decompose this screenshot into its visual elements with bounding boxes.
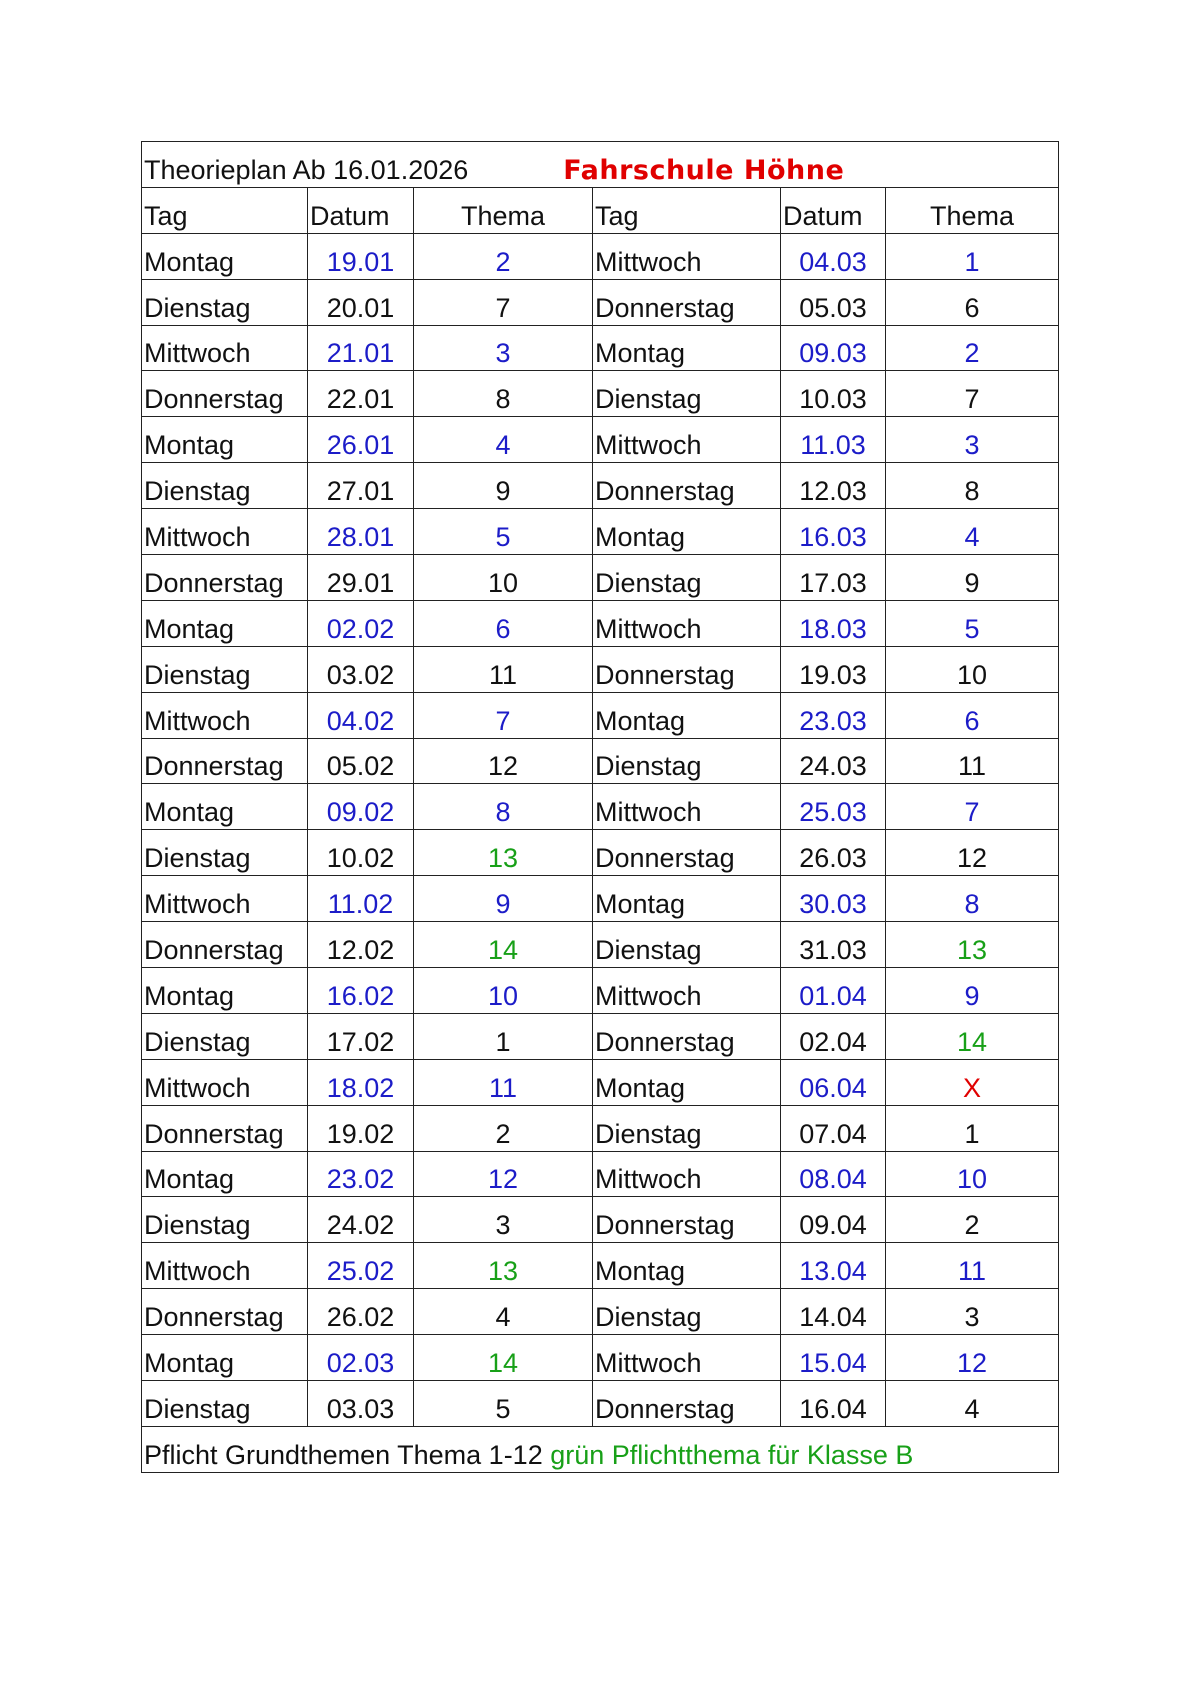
- header-tag-right: Tag: [593, 187, 781, 233]
- tag-cell-left: Montag: [142, 1151, 308, 1197]
- datum-cell-right: 24.03: [781, 738, 886, 784]
- tag-cell-right: Donnerstag: [593, 1381, 781, 1427]
- schedule-row: [142, 1289, 1059, 1335]
- thema-cell-right: 6: [886, 692, 1059, 738]
- tag-cell-left: Dienstag: [142, 646, 308, 692]
- thema-cell-right: 2: [886, 1197, 1059, 1243]
- title-cell: [142, 142, 1059, 188]
- datum-cell-left: 12.02: [308, 922, 414, 968]
- datum-cell-left: 05.02: [308, 738, 414, 784]
- datum-cell-right: 14.04: [781, 1289, 886, 1335]
- thema-cell-right: 14: [886, 1013, 1059, 1059]
- thema-cell-left: 11: [414, 1059, 593, 1105]
- datum-cell-left: 21.01: [308, 325, 414, 371]
- datum-cell-right: 08.04: [781, 1151, 886, 1197]
- tag-cell-left: Donnerstag: [142, 1289, 308, 1335]
- tag-cell-left: Mittwoch: [142, 692, 308, 738]
- datum-cell-left: 18.02: [308, 1059, 414, 1105]
- thema-cell-right: 4: [886, 1381, 1059, 1427]
- title-row: [142, 142, 1059, 188]
- datum-cell-left: 16.02: [308, 968, 414, 1014]
- schedule-row: [142, 830, 1059, 876]
- schedule-row: [142, 784, 1059, 830]
- datum-cell-left: 27.01: [308, 463, 414, 509]
- datum-cell-left: 26.02: [308, 1289, 414, 1335]
- schedule-row: [142, 371, 1059, 417]
- tag-cell-right: Dienstag: [593, 1105, 781, 1151]
- datum-cell-right: 23.03: [781, 692, 886, 738]
- tag-cell-right: Montag: [593, 1243, 781, 1289]
- thema-cell-right: 9: [886, 968, 1059, 1014]
- tag-cell-right: Montag: [593, 1059, 781, 1105]
- tag-cell-left: Dienstag: [142, 463, 308, 509]
- tag-cell-right: Donnerstag: [593, 646, 781, 692]
- thema-cell-right: 2: [886, 325, 1059, 371]
- datum-cell-right: 05.03: [781, 279, 886, 325]
- tag-cell-right: Dienstag: [593, 1289, 781, 1335]
- datum-cell-left: 03.02: [308, 646, 414, 692]
- thema-cell-left: 4: [414, 417, 593, 463]
- tag-cell-right: Mittwoch: [593, 784, 781, 830]
- tag-cell-right: Montag: [593, 325, 781, 371]
- datum-cell-left: 11.02: [308, 876, 414, 922]
- schedule-row: [142, 1243, 1059, 1289]
- datum-cell-right: 30.03: [781, 876, 886, 922]
- schedule-row: [142, 1105, 1059, 1151]
- thema-cell-right: 13: [886, 922, 1059, 968]
- thema-cell-left: 2: [414, 233, 593, 279]
- theory-schedule-table: [141, 141, 1059, 1473]
- header-thema-right: Thema: [886, 187, 1059, 233]
- datum-cell-right: 15.04: [781, 1335, 886, 1381]
- datum-cell-right: 25.03: [781, 784, 886, 830]
- datum-cell-right: 09.03: [781, 325, 886, 371]
- tag-cell-right: Donnerstag: [593, 1197, 781, 1243]
- datum-cell-left: 26.01: [308, 417, 414, 463]
- tag-cell-right: Mittwoch: [593, 968, 781, 1014]
- tag-cell-left: Dienstag: [142, 1381, 308, 1427]
- datum-cell-right: 18.03: [781, 600, 886, 646]
- datum-cell-left: 09.02: [308, 784, 414, 830]
- datum-cell-left: 03.03: [308, 1381, 414, 1427]
- thema-cell-right: 11: [886, 738, 1059, 784]
- tag-cell-right: Donnerstag: [593, 1013, 781, 1059]
- header-row: [142, 187, 1059, 233]
- tag-cell-right: Montag: [593, 509, 781, 555]
- tag-cell-left: Montag: [142, 784, 308, 830]
- thema-cell-left: 10: [414, 968, 593, 1014]
- thema-cell-right: 11: [886, 1243, 1059, 1289]
- tag-cell-left: Mittwoch: [142, 325, 308, 371]
- tag-cell-left: Donnerstag: [142, 1105, 308, 1151]
- schedule-row: [142, 417, 1059, 463]
- tag-cell-left: Dienstag: [142, 279, 308, 325]
- header-tag-left: Tag: [142, 187, 308, 233]
- tag-cell-right: Montag: [593, 876, 781, 922]
- datum-cell-left: 19.01: [308, 233, 414, 279]
- header-thema-left: Thema: [414, 187, 593, 233]
- datum-cell-right: 12.03: [781, 463, 886, 509]
- thema-cell-right: 10: [886, 1151, 1059, 1197]
- thema-cell-left: 9: [414, 463, 593, 509]
- tag-cell-left: Montag: [142, 417, 308, 463]
- thema-cell-right: 4: [886, 509, 1059, 555]
- tag-cell-right: Mittwoch: [593, 233, 781, 279]
- datum-cell-left: 02.03: [308, 1335, 414, 1381]
- tag-cell-left: Donnerstag: [142, 738, 308, 784]
- thema-cell-right: X: [886, 1059, 1059, 1105]
- datum-cell-left: 28.01: [308, 509, 414, 555]
- thema-cell-left: 7: [414, 692, 593, 738]
- datum-cell-right: 06.04: [781, 1059, 886, 1105]
- thema-cell-right: 10: [886, 646, 1059, 692]
- header-datum-right: Datum: [781, 187, 886, 233]
- tag-cell-left: Montag: [142, 233, 308, 279]
- thema-cell-left: 8: [414, 371, 593, 417]
- thema-cell-left: 3: [414, 325, 593, 371]
- thema-cell-left: 13: [414, 830, 593, 876]
- legend-cell: [142, 1426, 1059, 1472]
- plan-title: Theorieplan Ab 16.01.2026: [144, 154, 469, 185]
- tag-cell-right: Dienstag: [593, 738, 781, 784]
- tag-cell-right: Mittwoch: [593, 600, 781, 646]
- thema-cell-left: 14: [414, 922, 593, 968]
- thema-cell-left: 1: [414, 1013, 593, 1059]
- tag-cell-left: Montag: [142, 1335, 308, 1381]
- schedule-row: [142, 1197, 1059, 1243]
- thema-cell-left: 6: [414, 600, 593, 646]
- schedule-row: [142, 279, 1059, 325]
- thema-cell-right: 12: [886, 1335, 1059, 1381]
- tag-cell-left: Mittwoch: [142, 1243, 308, 1289]
- datum-cell-right: 07.04: [781, 1105, 886, 1151]
- tag-cell-left: Montag: [142, 968, 308, 1014]
- tag-cell-right: Dienstag: [593, 555, 781, 601]
- schedule-row: [142, 968, 1059, 1014]
- datum-cell-left: 24.02: [308, 1197, 414, 1243]
- tag-cell-right: Donnerstag: [593, 830, 781, 876]
- thema-cell-left: 13: [414, 1243, 593, 1289]
- datum-cell-right: 10.03: [781, 371, 886, 417]
- tag-cell-left: Mittwoch: [142, 876, 308, 922]
- datum-cell-left: 10.02: [308, 830, 414, 876]
- datum-cell-right: 11.03: [781, 417, 886, 463]
- tag-cell-right: Donnerstag: [593, 463, 781, 509]
- tag-cell-left: Mittwoch: [142, 509, 308, 555]
- datum-cell-left: 19.02: [308, 1105, 414, 1151]
- thema-cell-left: 4: [414, 1289, 593, 1335]
- thema-cell-left: 8: [414, 784, 593, 830]
- tag-cell-left: Donnerstag: [142, 371, 308, 417]
- thema-cell-right: 3: [886, 417, 1059, 463]
- datum-cell-right: 16.04: [781, 1381, 886, 1427]
- datum-cell-right: 09.04: [781, 1197, 886, 1243]
- thema-cell-left: 7: [414, 279, 593, 325]
- tag-cell-left: Dienstag: [142, 1197, 308, 1243]
- tag-cell-right: Mittwoch: [593, 1335, 781, 1381]
- thema-cell-left: 9: [414, 876, 593, 922]
- schedule-row: [142, 509, 1059, 555]
- datum-cell-right: 04.03: [781, 233, 886, 279]
- tag-cell-left: Mittwoch: [142, 1059, 308, 1105]
- datum-cell-left: 17.02: [308, 1013, 414, 1059]
- thema-cell-right: 9: [886, 555, 1059, 601]
- thema-cell-left: 11: [414, 646, 593, 692]
- tag-cell-right: Donnerstag: [593, 279, 781, 325]
- datum-cell-right: 02.04: [781, 1013, 886, 1059]
- thema-cell-right: 6: [886, 279, 1059, 325]
- thema-cell-left: 2: [414, 1105, 593, 1151]
- schedule-row: [142, 876, 1059, 922]
- schedule-row: [142, 600, 1059, 646]
- thema-cell-right: 12: [886, 830, 1059, 876]
- schedule-row: [142, 325, 1059, 371]
- thema-cell-left: 3: [414, 1197, 593, 1243]
- thema-cell-right: 8: [886, 876, 1059, 922]
- tag-cell-left: Donnerstag: [142, 555, 308, 601]
- tag-cell-left: Montag: [142, 600, 308, 646]
- datum-cell-left: 25.02: [308, 1243, 414, 1289]
- schedule-row: [142, 1381, 1059, 1427]
- thema-cell-right: 3: [886, 1289, 1059, 1335]
- tag-cell-left: Dienstag: [142, 1013, 308, 1059]
- legend-mandatory-text: Pflicht Grundthemen Thema 1-12: [144, 1439, 543, 1470]
- thema-cell-left: 10: [414, 555, 593, 601]
- datum-cell-left: 20.01: [308, 279, 414, 325]
- thema-cell-right: 8: [886, 463, 1059, 509]
- schedule-row: [142, 1059, 1059, 1105]
- thema-cell-left: 5: [414, 509, 593, 555]
- tag-cell-left: Dienstag: [142, 830, 308, 876]
- tag-cell-right: Mittwoch: [593, 417, 781, 463]
- thema-cell-right: 7: [886, 784, 1059, 830]
- header-datum-left: Datum: [308, 187, 414, 233]
- tag-cell-right: Mittwoch: [593, 1151, 781, 1197]
- schedule-row: [142, 738, 1059, 784]
- thema-cell-right: 1: [886, 233, 1059, 279]
- tag-cell-right: Montag: [593, 692, 781, 738]
- datum-cell-left: 29.01: [308, 555, 414, 601]
- datum-cell-right: 26.03: [781, 830, 886, 876]
- schedule-row: [142, 922, 1059, 968]
- thema-cell-right: 5: [886, 600, 1059, 646]
- tag-cell-right: Dienstag: [593, 922, 781, 968]
- schedule-row: [142, 692, 1059, 738]
- tag-cell-right: Dienstag: [593, 371, 781, 417]
- schedule-row: [142, 555, 1059, 601]
- thema-cell-left: 12: [414, 738, 593, 784]
- tag-cell-left: Donnerstag: [142, 922, 308, 968]
- datum-cell-right: 19.03: [781, 646, 886, 692]
- thema-cell-left: 14: [414, 1335, 593, 1381]
- datum-cell-right: 16.03: [781, 509, 886, 555]
- datum-cell-left: 23.02: [308, 1151, 414, 1197]
- schedule-row: [142, 1335, 1059, 1381]
- legend-green-text: grün Pflichtthema für Klasse B: [550, 1439, 914, 1470]
- datum-cell-right: 31.03: [781, 922, 886, 968]
- datum-cell-right: 01.04: [781, 968, 886, 1014]
- datum-cell-left: 22.01: [308, 371, 414, 417]
- datum-cell-right: 13.04: [781, 1243, 886, 1289]
- thema-cell-right: 1: [886, 1105, 1059, 1151]
- schedule-row: [142, 1013, 1059, 1059]
- driving-school-name: Fahrschule Höhne: [563, 154, 845, 186]
- schedule-row: [142, 463, 1059, 509]
- thema-cell-left: 5: [414, 1381, 593, 1427]
- schedule-row: [142, 1151, 1059, 1197]
- schedule-row: [142, 233, 1059, 279]
- datum-cell-left: 02.02: [308, 600, 414, 646]
- datum-cell-left: 04.02: [308, 692, 414, 738]
- schedule-row: [142, 646, 1059, 692]
- datum-cell-right: 17.03: [781, 555, 886, 601]
- thema-cell-left: 12: [414, 1151, 593, 1197]
- thema-cell-right: 7: [886, 371, 1059, 417]
- legend-row: [142, 1426, 1059, 1472]
